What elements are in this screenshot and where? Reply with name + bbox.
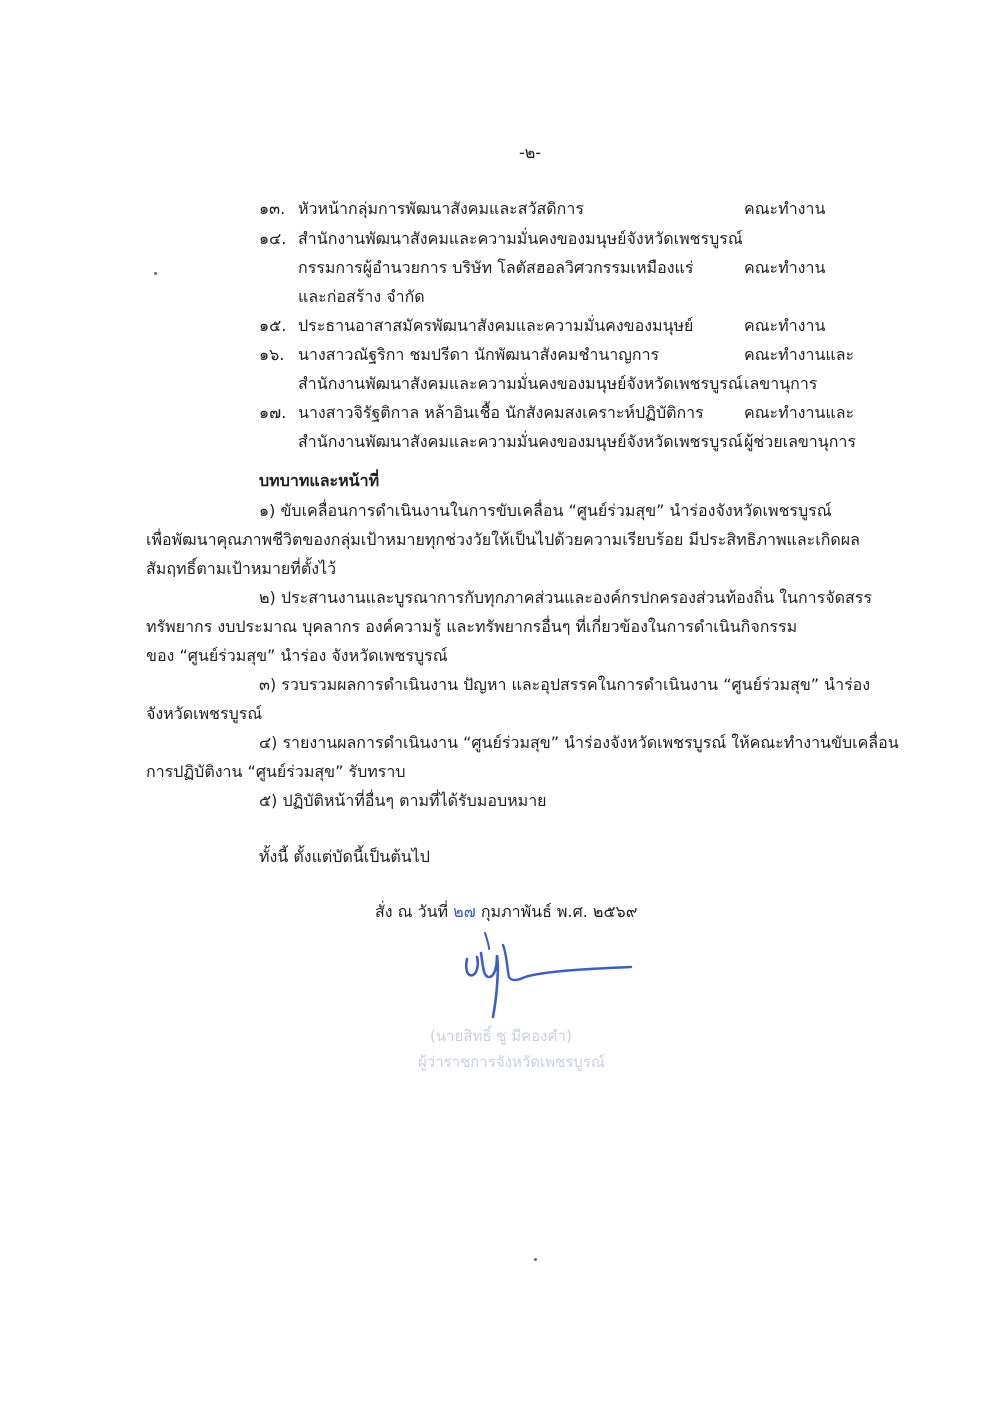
member-line: นางสาวจิรัฐติกาล หล้าอินเชื้อ นักสังคมสงเคราะห์ปฏิบัติการ bbox=[298, 403, 704, 422]
scan-speck bbox=[534, 1258, 537, 1261]
duty-line: การปฏิบัติงาน “ศูนย์ร่วมสุข” รับทราบ bbox=[146, 762, 406, 781]
member-line: และก่อสร้าง จำกัด bbox=[298, 287, 425, 306]
signatory-position: ผู้ว่าราชการจังหวัดเพชรบูรณ์ bbox=[418, 1053, 605, 1071]
member-number: ๑๗. bbox=[259, 403, 287, 422]
duty-line: ๕) ปฏิบัติหน้าที่อื่นๆ ตามที่ได้รับมอบหมาย bbox=[259, 791, 547, 810]
signatory-name: (นายสิทธิ์ ชู มีคองคำ) bbox=[430, 1027, 572, 1045]
member-line: ประธานอาสาสมัครพัฒนาสังคมและความมั่นคงของมนุษย์ bbox=[298, 316, 694, 335]
scan-speck bbox=[154, 272, 157, 275]
duty-line: ๓) รวบรวมผลการดำเนินงาน ปัญหา และอุปสรรคในการดำเนินงาน “ศูนย์ร่วมสุข” นำร่อง bbox=[259, 675, 871, 694]
duty-line: ๑) ขับเคลื่อนการดำเนินงานในการขับเคลื่อน “ศูนย์ร่วมสุข” นำร่องจังหวัดเพชรบูรณ์ bbox=[259, 501, 832, 520]
duty-line: จังหวัดเพชรบูรณ์ bbox=[146, 704, 263, 723]
member-line: สำนักงานพัฒนาสังคมและความมั่นคงของมนุษย์จังหวัดเพชรบูรณ์ bbox=[298, 432, 743, 451]
member-role: เลขานุการ bbox=[744, 374, 818, 393]
member-number: ๑๓. bbox=[259, 199, 286, 218]
member-line: นางสาวณัฐริกา ชมปรีดา นักพัฒนาสังคมชำนาญการ bbox=[298, 345, 660, 364]
member-line: สำนักงานพัฒนาสังคมและความมั่นคงของมนุษย์จังหวัดเพชรบูรณ์ bbox=[298, 374, 743, 393]
member-role: คณะทำงานและ bbox=[744, 403, 855, 422]
order-date-day: ๒๗ bbox=[453, 902, 476, 921]
member-role: คณะทำงานและ bbox=[744, 345, 855, 364]
member-role: คณะทำงาน bbox=[744, 258, 826, 277]
order-date bbox=[375, 902, 637, 922]
member-number: ๑๖. bbox=[259, 345, 285, 364]
member-line: สำนักงานพัฒนาสังคมและความมั่นคงของมนุษย์จังหวัดเพชรบูรณ์ bbox=[298, 229, 743, 248]
duty-line: ของ “ศูนย์ร่วมสุข” นำร่อง จังหวัดเพชรบูรณ์ bbox=[146, 646, 448, 665]
effective-statement: ทั้งนี้ ตั้งแต่บัดนี้เป็นต้นไป bbox=[259, 847, 430, 866]
member-line: กรรมการผู้อำนวยการ บริษัท โลตัสฮอลวิศวกรรมเหมืองแร่ bbox=[298, 258, 694, 277]
duty-line: ทรัพยากร งบประมาณ บุคลากร องค์ความรู้ และทรัพยากรอื่นๆ ที่เกี่ยวข้องในการดำเนินกิจกรรม bbox=[146, 617, 798, 636]
member-role: คณะทำงาน bbox=[744, 316, 826, 335]
handwritten-signature bbox=[445, 925, 645, 1025]
duty-line: สัมฤทธิ์ตามเป้าหมายที่ตั้งไว้ bbox=[146, 559, 337, 578]
member-number: ๑๕. bbox=[259, 316, 287, 335]
member-line: หัวหน้ากลุ่มการพัฒนาสังคมและสวัสดิการ bbox=[298, 199, 584, 218]
order-date-rest: กุมภาพันธ์ พ.ศ. ๒๕๖๙ bbox=[480, 902, 638, 921]
duty-line: ๒) ประสานงานและบูรณาการกับทุกภาคส่วนและองค์กรปกครองส่วนท้องถิ่น ในการจัดสรร bbox=[259, 588, 872, 607]
member-role: ผู้ช่วยเลขานุการ bbox=[744, 432, 856, 451]
duty-line: ๔) รายงานผลการดำเนินงาน “ศูนย์ร่วมสุข” นำร่องจังหวัดเพชรบูรณ์ ให้คณะทำงานขับเคลื่อน bbox=[259, 733, 899, 752]
duty-line: เพื่อพัฒนาคุณภาพชีวิตของกลุ่มเป้าหมายทุกช่วงวัยให้เป็นไปด้วยความเรียบร้อย มีประสิทธิภาพและเกิดผล bbox=[146, 530, 860, 549]
member-role: คณะทำงาน bbox=[744, 199, 826, 218]
order-date-prefix: สั่ง ณ วันที่ bbox=[375, 902, 449, 921]
member-number: ๑๔. bbox=[259, 229, 287, 248]
duties-heading: บทบาทและหน้าที่ bbox=[259, 471, 380, 490]
page-number: -๒- bbox=[519, 143, 542, 162]
